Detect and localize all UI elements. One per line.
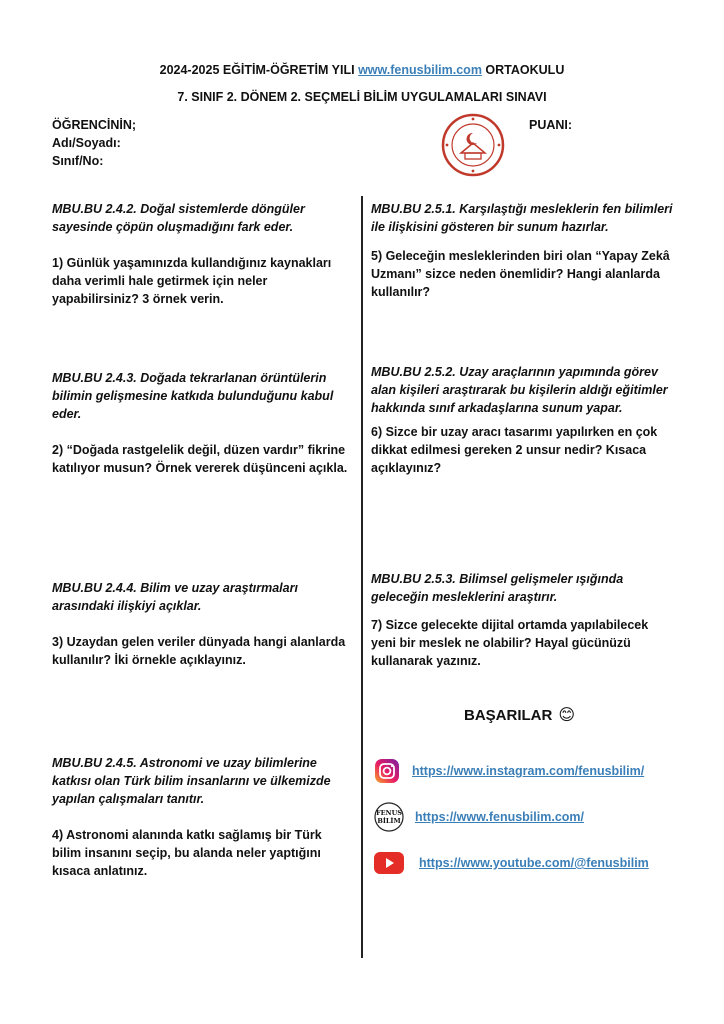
exam-title: 7. SINIF 2. DÖNEM 2. SEÇMELİ BİLİM UYGULAMALARI SINAVI — [177, 90, 547, 104]
smile-emoji-icon: 😊 — [558, 707, 576, 724]
svg-text:BİLİM: BİLİM — [377, 817, 401, 825]
objective-2-4-5: MBU.BU 2.4.5. Astronomi ve uzay bilimlerine katkısı olan Türk bilim insanlarını ve ülkemizde yapılan çalışmaları tanıtır. — [52, 756, 331, 806]
objective-2-4-4: MBU.BU 2.4.4. Bilim ve uzay araştırmaları arasındaki ilişkiyi açıklar. — [52, 581, 298, 613]
meb-seal-logo — [441, 113, 505, 177]
question-6: 6) Sizce bir uzay aracı tasarımı yapılırken en çok dikkat edilmesi gereken 2 unsur nedir? Kısaca açıklayınız? — [371, 425, 658, 475]
objective-2-5-3: MBU.BU 2.5.3. Bilimsel gelişmeler ışığında geleceğin mesleklerini araştırır. — [371, 572, 624, 604]
question-4: 4) Astronomi alanında katkı sağlamış bir Türk bilim insanını seçip, bu alanda neler yaptığını kısaca anlatınız. — [52, 828, 322, 878]
left-section-2 — [52, 369, 350, 477]
objective-2-4-3: MBU.BU 2.4.3. Doğada tekrarlanan örüntülerin bilimin gelişmesine katkıda bulunduğunu kabul eder. — [52, 371, 334, 421]
fenusbilim-logo-icon — [374, 802, 404, 832]
question-2: 2) “Doğada rastgelelik değil, düzen vardır” fikrine katılıyor musun? Örnek vererek düşünceni açıkla. — [52, 443, 348, 475]
website-link[interactable]: https://www.fenusbilim.com/ — [415, 810, 584, 824]
instagram-icon — [374, 758, 400, 784]
question-7: 7) Sizce gelecekte dijital ortamda yapılabilecek yeni bir meslek ne olabilir? Hayal gücünüzü kullanarak yazınız. — [371, 618, 649, 668]
student-class-label: Sınıf/No: — [52, 154, 104, 168]
left-section-3 — [52, 579, 350, 669]
youtube-row — [374, 852, 649, 874]
header-school-text: ORTAOKULU — [485, 63, 565, 77]
objective-2-5-2: MBU.BU 2.5.2. Uzay araçlarının yapımında görev alan kişileri araştırarak bu kişilerin aldığı eğitimler hakkında sınıf arkadaşlarına sunum yapar. — [371, 365, 668, 415]
objective-2-5-1: MBU.BU 2.5.1. Karşılaştığı mesleklerin fen bilimleri ile ilişkisini gösteren bir sunum hazırlar. — [371, 202, 673, 234]
objective-2-4-2: MBU.BU 2.4.2. Doğal sistemlerde döngüler sayesinde çöpün oluşmadığını fark eder. — [52, 202, 305, 234]
good-luck-label: BAŞARILAR — [464, 706, 553, 724]
instagram-row — [374, 758, 644, 784]
question-3: 3) Uzaydan gelen veriler dünyada hangi alanlarda kullanılır? İki örnekle açıklayınız. — [52, 635, 346, 667]
header-website-link[interactable]: www.fenusbilim.com — [358, 63, 482, 77]
right-section-3 — [371, 570, 676, 670]
left-section-4 — [52, 754, 350, 880]
column-divider — [361, 196, 363, 958]
website-row — [374, 802, 584, 832]
youtube-icon — [374, 852, 404, 874]
instagram-link[interactable]: https://www.instagram.com/fenusbilim/ — [412, 764, 645, 778]
exam-header-line1 — [0, 63, 724, 77]
right-section-1 — [371, 200, 676, 301]
question-1: 1) Günlük yaşamınızda kullandığınız kaynakları daha verimli hale getirmek için neler yapabilirsiniz? 3 örnek verin. — [52, 256, 332, 306]
left-section-1 — [52, 200, 350, 308]
svg-text:FENUS: FENUS — [376, 809, 402, 817]
student-name-label: Adı/Soyadı: — [52, 136, 121, 150]
good-luck-text — [464, 705, 575, 725]
right-section-2 — [371, 363, 676, 477]
question-5: 5) Geleceğin mesleklerinden biri olan “Yapay Zekâ Uzmanı” sizce neden önemlidir? Hangi alanlarda kullanılır? — [371, 249, 670, 299]
student-title: ÖĞRENCİNİN; — [52, 118, 137, 132]
score-label: PUANI: — [529, 118, 573, 132]
header-year-text: 2024-2025 EĞİTİM-ÖĞRETİM YILI — [159, 63, 355, 77]
youtube-link[interactable]: https://www.youtube.com/@fenusbilim — [419, 856, 649, 870]
